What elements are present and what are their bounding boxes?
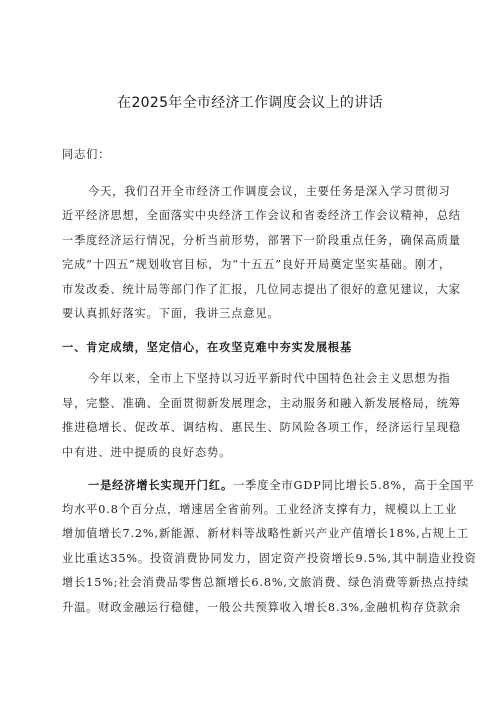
paragraph-line: 今年以来，全市上下坚持以习近平新时代中国特色社会主义思想为指 <box>88 372 451 385</box>
paragraph-line <box>62 473 475 498</box>
intro-line: 市发改委、统计局等部门作了汇报，几位同志提出了很好的意见建议，大家 <box>62 282 461 296</box>
paragraph-line: 增长15%;社会消费品零售总额增长6.8%,文旅消费、绿色消费等新热点持续 <box>62 576 470 589</box>
paragraph-line: 增加值增长7.2%,新能源、新材料等战略性新兴产业产值增长18%,占规上工 <box>62 527 469 540</box>
paragraph-line: 推进稳增长、促改革、调结构、惠民生、防风险各项工作，经济运行呈现稳 <box>62 421 461 434</box>
lead-rest: 一季度全市GDP同比增长5.8%，高于全国平 <box>233 479 475 492</box>
paragraph-line: 导，完整、准确、全面贯彻新发展理念，主动服务和融入新发展格局，统筹 <box>62 396 461 410</box>
paragraph-line: 升温。财政金融运行稳健，一般公共预算收入增长8.3%,金融机构存贷款余 <box>62 600 462 614</box>
section-heading: 一、肯定成绩，坚定信心，在攻坚克难中夯实发展根基 <box>62 339 353 354</box>
intro-line: 一季度经济运行情况，分析当前形势，部署下一阶段重点任务，确保高质量 <box>62 233 461 247</box>
intro-line: 要认真抓好落实。下面，我讲三点意见。 <box>62 307 280 320</box>
bold-lead: 一是经济增长实现开门红。 <box>88 478 234 492</box>
intro-line: 今天，我们召开全市经济工作调度会议，主要任务是深入学习贯彻习 <box>88 184 451 198</box>
intro-paragraph <box>62 180 461 327</box>
paragraph-line: 均水平0.8个百分点，增速居全省前列。工业经济支撑有力，规模以上工业 <box>62 502 458 516</box>
paragraph-line: 业比重达35%。投资消费协同发力，固定资产投资增长9.5%,其中制造业投资 <box>62 551 477 565</box>
document-body <box>62 143 477 620</box>
salutation: 同志们： <box>62 148 111 161</box>
overview-paragraph <box>62 367 461 465</box>
growth-paragraph <box>62 473 477 620</box>
paragraph-line: 中有进、进中提质的良好态势。 <box>62 445 232 459</box>
intro-line: 近平经济思想，全面落实中央经济工作会议和省委经济工作会议精神，总结 <box>62 209 461 222</box>
intro-line: 完成“十四五”规划收官目标，为“十五五”良好开局奠定坚实基础。刚才， <box>62 258 452 271</box>
document-title: 在2025年全市经济工作调度会议上的讲话 <box>117 95 383 111</box>
